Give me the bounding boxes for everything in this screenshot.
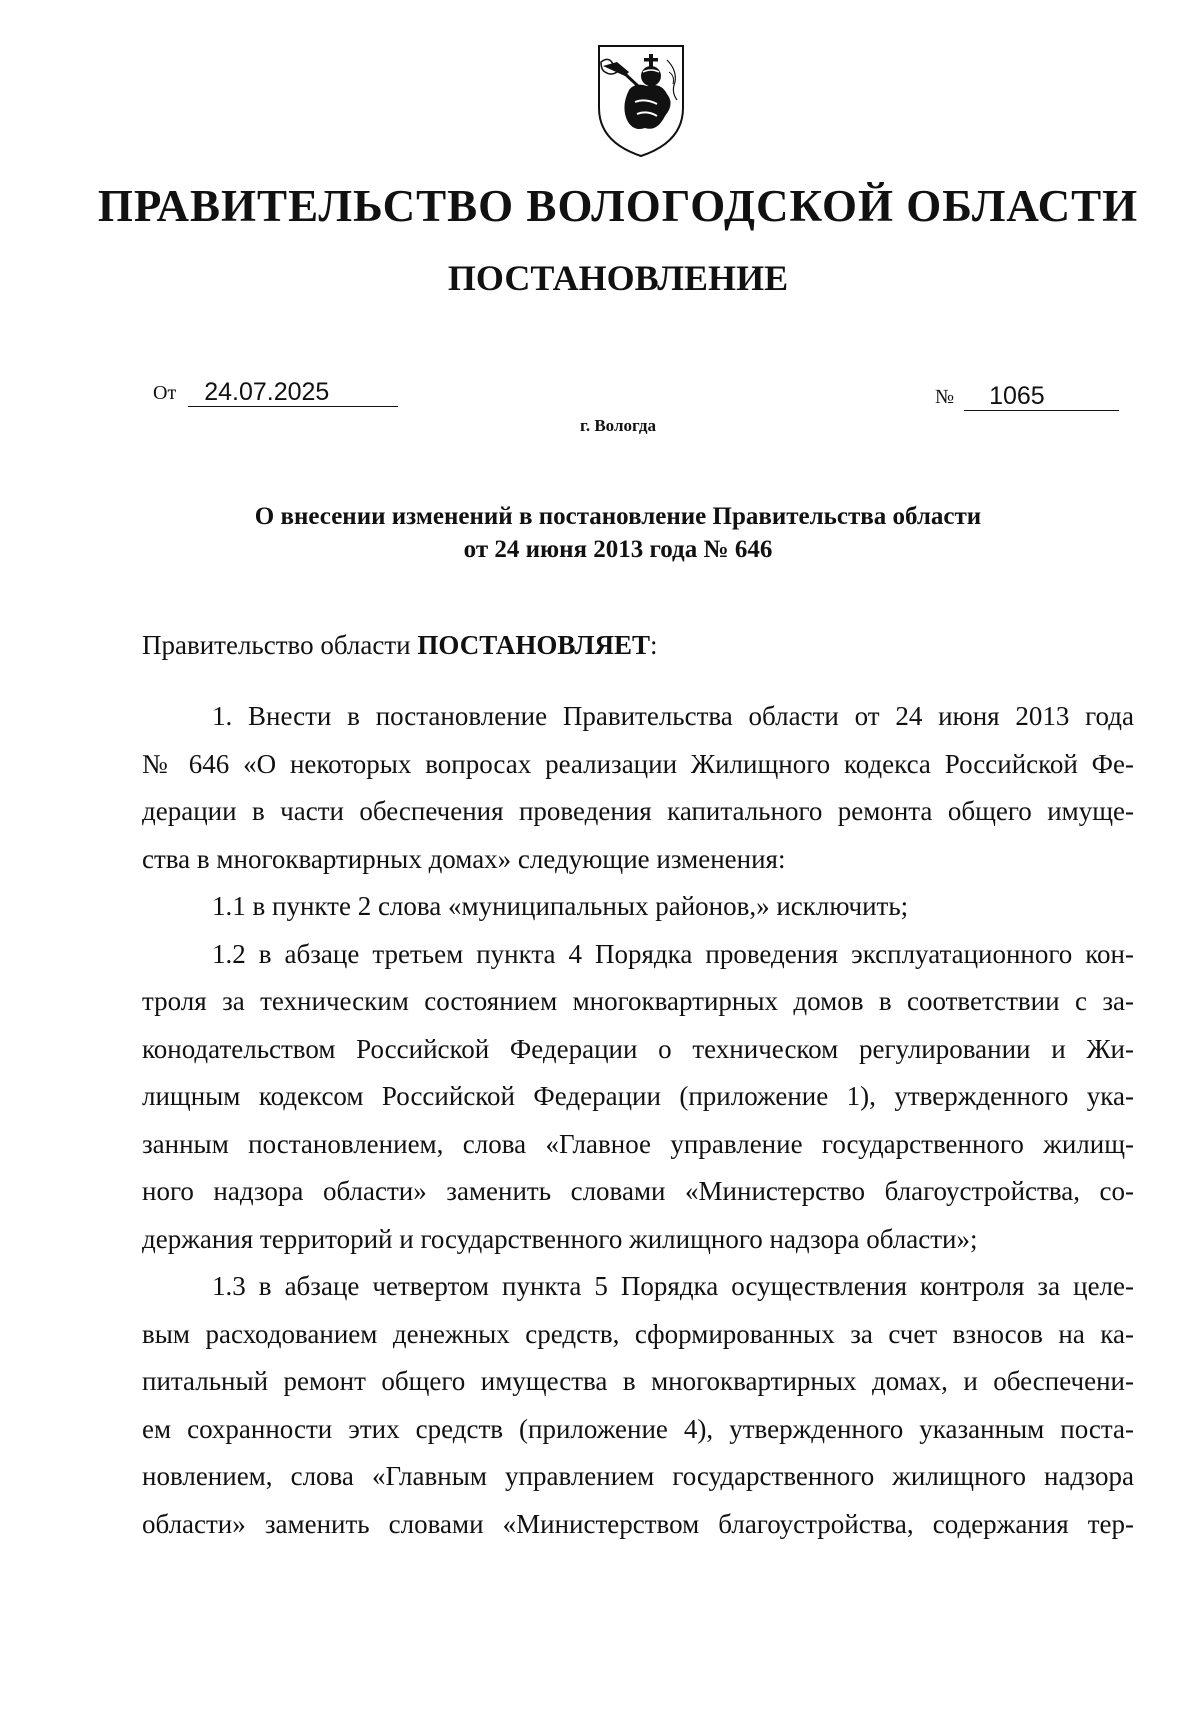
document-subject: [0, 500, 1200, 566]
text-line: вым расходованием денежных средств, сформированных за счет взносов на ка-: [142, 1318, 1134, 1349]
paragraph: [142, 883, 1134, 931]
text-line: 1.3 в абзаце четвертом пункта 5 Порядка осуществления контроля за целе-: [212, 1271, 1134, 1301]
document-type: ПОСТАНОВЛЕНИЕ: [447, 258, 789, 298]
text-line: занным постановлением, слова «Главное управление государственного жилищ-: [142, 1128, 1134, 1159]
document-body: [142, 693, 1134, 1548]
decree-suffix: :: [649, 630, 658, 660]
date-prefix: От: [153, 382, 177, 404]
number-prefix: №: [935, 386, 955, 408]
document-number: 1065: [964, 382, 1119, 411]
coat-of-arms-icon: [595, 42, 687, 160]
paragraph: [142, 693, 1134, 883]
subject-line: О внесении изменений в постановление Правительства области: [254, 503, 982, 530]
text-line: держания территорий и государственного жилищного надзора области»;: [142, 1223, 978, 1254]
text-line: ем сохранности этих средств (приложение 4), утвержденного указанным поста-: [142, 1413, 1134, 1444]
text-line: новлением, слова «Главным управлением государственного жилищного надзора: [142, 1461, 1134, 1491]
document-number-row: [935, 382, 1119, 411]
government-title: ПРАВИТЕЛЬСТВО ВОЛОГОДСКОЙ ОБЛАСТИ: [97, 181, 1139, 231]
text-line: ства в многоквартирных домах» следующие изменения:: [142, 843, 786, 874]
text-line: лищным кодексом Российской Федерации (приложение 1), утвержденного ука-: [142, 1081, 1134, 1111]
text-line: 1.1 в пункте 2 слова «муниципальных районов,» исключить;: [212, 891, 909, 921]
decree-keyword: ПОСТАНОВЛЯЕТ: [417, 630, 650, 660]
paragraph: [142, 931, 1134, 1264]
text-line: дерации в части обеспечения проведения капитального ремонта общего имуще-: [142, 796, 1134, 826]
decree-prefix: Правительство области: [142, 630, 418, 660]
text-line: 1.2 в абзаце третьем пункта 4 Порядка проведения эксплуатационного кон-: [212, 938, 1134, 969]
text-line: области» заменить словами «Министерством благоустройства, содержания тер-: [142, 1508, 1134, 1539]
document-date-row: [153, 378, 398, 407]
subject-line: от 24 июня 2013 года № 646: [463, 536, 773, 563]
decree-statement: [142, 628, 658, 662]
text-line: ного надзора области» заменить словами «Министерство благоустройства, со-: [142, 1176, 1134, 1206]
document-date: 24.07.2025: [188, 378, 398, 407]
text-line: питальный ремонт общего имущества в многоквартирных домах, и обеспечени-: [142, 1366, 1134, 1396]
document-city: г. Вологда: [580, 416, 656, 435]
text-line: троля за техническим состоянием многоквартирных домов в соответствии с за-: [142, 986, 1134, 1016]
paragraph: [142, 1263, 1134, 1548]
text-line: № 646 «О некоторых вопросах реализации Жилищного кодекса Российской Фе-: [142, 748, 1134, 779]
text-line: 1. Внести в постановление Правительства области от 24 июня 2013 года: [212, 701, 1134, 731]
text-line: конодательством Российской Федерации о техническом регулировании и Жи-: [142, 1033, 1134, 1064]
